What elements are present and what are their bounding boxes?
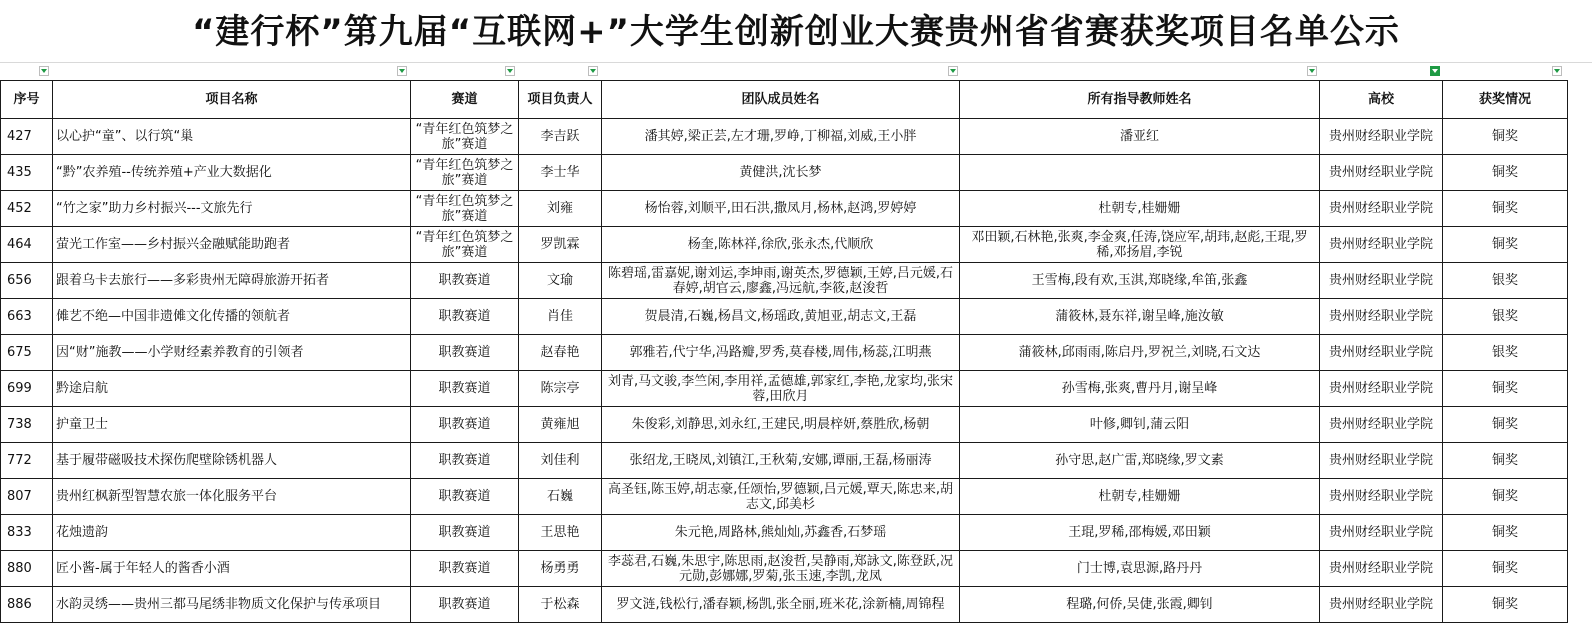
cell-teachers[interactable]: 孙守思,赵广雷,郑晓缘,罗文素 <box>960 443 1320 479</box>
cell-teachers[interactable]: 邓田颖,石林艳,张爽,李金爽,任涛,饶应军,胡玮,赵彪,王琨,罗稀,邓扬眉,李锐 <box>960 227 1320 263</box>
cell-school[interactable]: 贵州财经职业学院 <box>1320 299 1443 335</box>
cell-members[interactable]: 潘其婷,梁正芸,左才珊,罗峥,丁柳福,刘威,王小胖 <box>602 119 960 155</box>
cell-track[interactable]: 职教赛道 <box>411 263 519 299</box>
cell-track[interactable]: 职教赛道 <box>411 335 519 371</box>
cell-members[interactable]: 朱俊彩,刘静思,刘永红,王建民,明晨梓妍,蔡胜欣,杨朝 <box>602 407 960 443</box>
cell-num[interactable]: 807 <box>1 479 53 515</box>
cell-num[interactable]: 699 <box>1 371 53 407</box>
cell-leader[interactable]: 李士华 <box>519 155 602 191</box>
cell-school[interactable]: 贵州财经职业学院 <box>1320 587 1443 623</box>
cell-project-name[interactable]: 黔途启航 <box>53 371 411 407</box>
awards-table <box>0 80 1568 623</box>
header-school: 高校 <box>1320 81 1443 119</box>
cell-track[interactable]: “青年红色筑梦之旅”赛道 <box>411 119 519 155</box>
cell-track[interactable]: “青年红色筑梦之旅”赛道 <box>411 155 519 191</box>
cell-teachers[interactable]: 蒲筱林,聂东祥,谢呈峰,施汝敏 <box>960 299 1320 335</box>
cell-school[interactable]: 贵州财经职业学院 <box>1320 155 1443 191</box>
filter-dropdown-icon[interactable] <box>948 66 958 76</box>
cell-award[interactable]: 铜奖 <box>1443 371 1568 407</box>
cell-track[interactable]: 职教赛道 <box>411 479 519 515</box>
cell-leader[interactable]: 王思艳 <box>519 515 602 551</box>
table-row <box>1 443 1568 479</box>
cell-members[interactable]: 李蕊君,石巍,朱思宇,陈思雨,赵浚哲,吴静雨,郑詠文,陈登跃,况元勋,彭娜娜,罗菊,张玉速,李凯,龙凤 <box>602 551 960 587</box>
table-row <box>1 191 1568 227</box>
cell-members[interactable]: 杨怡蓉,刘顺平,田石洪,撒凤月,杨林,赵鸿,罗婷婷 <box>602 191 960 227</box>
cell-track[interactable]: 职教赛道 <box>411 551 519 587</box>
cell-school[interactable]: 贵州财经职业学院 <box>1320 407 1443 443</box>
cell-project-name[interactable]: 匠小酱-属于年轻人的酱香小酒 <box>53 551 411 587</box>
page-title: “建行杯”第九届“互联网+”大学生创新创业大赛贵州省省赛获奖项目名单公示 <box>192 12 1400 52</box>
cell-leader[interactable]: 陈宗亭 <box>519 371 602 407</box>
cell-award[interactable]: 铜奖 <box>1443 227 1568 263</box>
header-members: 团队成员姓名 <box>602 81 960 119</box>
cell-members[interactable]: 陈碧瑶,雷嘉妮,谢刘运,李坤雨,谢英杰,罗德颖,王婷,吕元媛,石春婷,胡官云,廖鑫,冯远航,李筱,赵浚哲 <box>602 263 960 299</box>
cell-track[interactable]: 职教赛道 <box>411 587 519 623</box>
cell-award[interactable]: 铜奖 <box>1443 551 1568 587</box>
cell-project-name[interactable]: 水韵灵绣——贵州三都马尾绣非物质文化保护与传承项目 <box>53 587 411 623</box>
filter-dropdown-icon[interactable] <box>505 66 515 76</box>
table-row <box>1 587 1568 623</box>
cell-num[interactable]: 435 <box>1 155 53 191</box>
cell-leader[interactable]: 于松森 <box>519 587 602 623</box>
cell-leader[interactable]: 李吉跃 <box>519 119 602 155</box>
cell-leader[interactable]: 刘佳利 <box>519 443 602 479</box>
cell-school[interactable]: 贵州财经职业学院 <box>1320 371 1443 407</box>
header-teachers: 所有指导教师姓名 <box>960 81 1320 119</box>
cell-teachers[interactable]: 杜朝专,桂姗姗 <box>960 191 1320 227</box>
cell-leader[interactable]: 肖佳 <box>519 299 602 335</box>
cell-award[interactable]: 铜奖 <box>1443 119 1568 155</box>
cell-num[interactable]: 427 <box>1 119 53 155</box>
cell-award[interactable]: 铜奖 <box>1443 443 1568 479</box>
cell-leader[interactable]: 刘雍 <box>519 191 602 227</box>
cell-num[interactable]: 656 <box>1 263 53 299</box>
cell-project-name[interactable]: 以心护“童”、以行筑“巢 <box>53 119 411 155</box>
cell-teachers[interactable]: 蒲筱林,邱雨雨,陈启丹,罗祝兰,刘晓,石文达 <box>960 335 1320 371</box>
cell-track[interactable]: 职教赛道 <box>411 371 519 407</box>
cell-project-name[interactable]: “竹之家”助力乡村振兴---文旅先行 <box>53 191 411 227</box>
cell-members[interactable]: 张绍龙,王晓凤,刘镇江,王秋菊,安娜,谭丽,王磊,杨丽涛 <box>602 443 960 479</box>
cell-project-name[interactable]: 因“财”施教——小学财经素养教育的引领者 <box>53 335 411 371</box>
table-row <box>1 263 1568 299</box>
filter-active-icon[interactable] <box>1430 66 1440 76</box>
cell-teachers[interactable]: 潘亚红 <box>960 119 1320 155</box>
cell-members[interactable]: 罗文涟,钱松行,潘春颖,杨凯,张全丽,班米花,涂新楠,周锦程 <box>602 587 960 623</box>
cell-track[interactable]: 职教赛道 <box>411 515 519 551</box>
cell-leader[interactable]: 文瑜 <box>519 263 602 299</box>
cell-award[interactable]: 银奖 <box>1443 263 1568 299</box>
cell-track[interactable]: 职教赛道 <box>411 443 519 479</box>
cell-leader[interactable]: 罗凯霖 <box>519 227 602 263</box>
table-row <box>1 551 1568 587</box>
filter-dropdown-icon[interactable] <box>39 66 49 76</box>
header-award: 获奖情况 <box>1443 81 1568 119</box>
cell-award[interactable]: 铜奖 <box>1443 515 1568 551</box>
cell-school[interactable]: 贵州财经职业学院 <box>1320 479 1443 515</box>
header-row <box>1 81 1568 119</box>
table-row <box>1 227 1568 263</box>
cell-num[interactable]: 738 <box>1 407 53 443</box>
cell-school[interactable]: 贵州财经职业学院 <box>1320 191 1443 227</box>
cell-num[interactable]: 464 <box>1 227 53 263</box>
cell-project-name[interactable]: 跟着乌卡去旅行——多彩贵州无障碍旅游开拓者 <box>53 263 411 299</box>
cell-teachers[interactable]: 杜朝专,桂姗姗 <box>960 479 1320 515</box>
cell-num[interactable]: 880 <box>1 551 53 587</box>
cell-num[interactable]: 675 <box>1 335 53 371</box>
cell-members[interactable]: 朱元艳,周路林,熊灿灿,苏鑫香,石梦瑶 <box>602 515 960 551</box>
cell-num[interactable]: 772 <box>1 443 53 479</box>
cell-teachers[interactable]: 叶修,卿钊,蒲云阳 <box>960 407 1320 443</box>
cell-teachers[interactable]: 程璐,何侨,吴倢,张霞,卿钊 <box>960 587 1320 623</box>
cell-school[interactable]: 贵州财经职业学院 <box>1320 119 1443 155</box>
cell-project-name[interactable]: 护童卫士 <box>53 407 411 443</box>
cell-school[interactable]: 贵州财经职业学院 <box>1320 515 1443 551</box>
cell-num[interactable]: 663 <box>1 299 53 335</box>
header-project-name: 项目名称 <box>53 81 411 119</box>
cell-award[interactable]: 铜奖 <box>1443 587 1568 623</box>
header-num: 序号 <box>1 81 53 119</box>
header-leader: 项目负责人 <box>519 81 602 119</box>
cell-teachers[interactable] <box>960 155 1320 191</box>
cell-num[interactable]: 886 <box>1 587 53 623</box>
filter-dropdown-icon[interactable] <box>588 66 598 76</box>
cell-members[interactable]: 杨奎,陈林祥,徐欣,张永杰,代顺欣 <box>602 227 960 263</box>
cell-award[interactable]: 铜奖 <box>1443 191 1568 227</box>
cell-school[interactable]: 贵州财经职业学院 <box>1320 443 1443 479</box>
cell-project-name[interactable]: 基于履带磁吸技术探伤爬壁除锈机器人 <box>53 443 411 479</box>
cell-members[interactable]: 贺晨清,石巍,杨昌文,杨瑶政,黄旭亚,胡志文,王磊 <box>602 299 960 335</box>
cell-leader[interactable]: 黄雍旭 <box>519 407 602 443</box>
cell-members[interactable]: 高圣钰,陈玉婷,胡志豪,任颂怡,罗德颖,吕元媛,覃天,陈忠来,胡志文,邱美杉 <box>602 479 960 515</box>
cell-track[interactable]: 职教赛道 <box>411 299 519 335</box>
cell-track[interactable]: 职教赛道 <box>411 407 519 443</box>
cell-project-name[interactable]: 贵州红枫新型智慧农旅一体化服务平台 <box>53 479 411 515</box>
cell-award[interactable]: 银奖 <box>1443 335 1568 371</box>
table-row <box>1 119 1568 155</box>
filter-dropdown-icon[interactable] <box>1307 66 1317 76</box>
table-body <box>1 119 1568 623</box>
cell-school[interactable]: 贵州财经职业学院 <box>1320 227 1443 263</box>
cell-project-name[interactable]: 傩艺不绝—中国非遗傩文化传播的领航者 <box>53 299 411 335</box>
header-track: 赛道 <box>411 81 519 119</box>
cell-award[interactable]: 铜奖 <box>1443 407 1568 443</box>
table-row <box>1 479 1568 515</box>
cell-project-name[interactable]: 萤光工作室——乡村振兴金融赋能助跑者 <box>53 227 411 263</box>
cell-teachers[interactable]: 王琨,罗稀,邵梅媛,邓田颖 <box>960 515 1320 551</box>
table-row <box>1 371 1568 407</box>
table-row <box>1 155 1568 191</box>
table-row <box>1 515 1568 551</box>
table-row <box>1 407 1568 443</box>
cell-school[interactable]: 贵州财经职业学院 <box>1320 335 1443 371</box>
cell-members[interactable]: 黄健洪,沈长梦 <box>602 155 960 191</box>
cell-members[interactable]: 刘青,马文骏,李竺闲,李用祥,孟德雄,郭家红,李艳,龙家均,张宋蓉,田欣月 <box>602 371 960 407</box>
cell-leader[interactable]: 赵春艳 <box>519 335 602 371</box>
cell-teachers[interactable]: 王雪梅,段有欢,玉淇,郑晓缘,牟笛,张鑫 <box>960 263 1320 299</box>
cell-num[interactable]: 452 <box>1 191 53 227</box>
filter-dropdown-icon[interactable] <box>397 66 407 76</box>
cell-award[interactable]: 铜奖 <box>1443 479 1568 515</box>
cell-leader[interactable]: 石巍 <box>519 479 602 515</box>
cell-school[interactable]: 贵州财经职业学院 <box>1320 551 1443 587</box>
cell-teachers[interactable]: 门士博,袁思源,路丹丹 <box>960 551 1320 587</box>
cell-award[interactable]: 银奖 <box>1443 299 1568 335</box>
cell-project-name[interactable]: 花烛遗韵 <box>53 515 411 551</box>
cell-leader[interactable]: 杨勇勇 <box>519 551 602 587</box>
cell-members[interactable]: 郭雅若,代宁华,冯路瓣,罗秀,莫春楼,周伟,杨蕊,江明燕 <box>602 335 960 371</box>
table-row <box>1 335 1568 371</box>
cell-project-name[interactable]: “黔”农养殖--传统养殖+产业大数据化 <box>53 155 411 191</box>
table-row <box>1 299 1568 335</box>
cell-school[interactable]: 贵州财经职业学院 <box>1320 263 1443 299</box>
cell-award[interactable]: 铜奖 <box>1443 155 1568 191</box>
filter-row <box>0 62 1592 79</box>
cell-num[interactable]: 833 <box>1 515 53 551</box>
filter-dropdown-icon[interactable] <box>1552 66 1562 76</box>
cell-track[interactable]: “青年红色筑梦之旅”赛道 <box>411 227 519 263</box>
cell-track[interactable]: “青年红色筑梦之旅”赛道 <box>411 191 519 227</box>
cell-teachers[interactable]: 孙雪梅,张爽,曹丹月,谢呈峰 <box>960 371 1320 407</box>
